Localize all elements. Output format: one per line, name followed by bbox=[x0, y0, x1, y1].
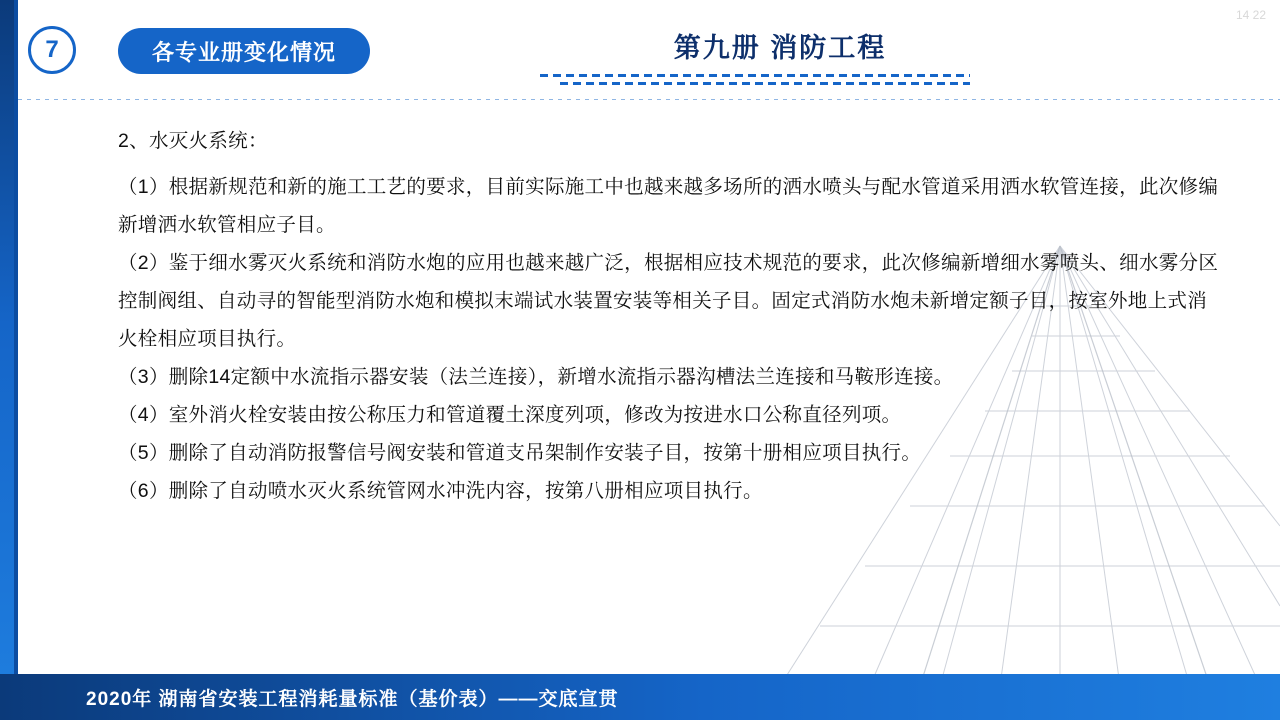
title-underline-bottom bbox=[560, 82, 970, 85]
content-paragraph-1: （1）根据新规范和新的施工工艺的要求，目前实际施工中也越来越多场所的洒水喷头与配水管道采用洒水软管连接，此次修编新增洒水软管相应子目。 bbox=[118, 176, 1219, 237]
slide-header bbox=[0, 0, 1280, 100]
content-heading: 2、水灭火系统： bbox=[118, 130, 268, 152]
content-paragraph-6: （6）删除了自动喷水灭火系统管网水冲洗内容，按第八册相应项目执行。 bbox=[118, 480, 763, 503]
page-title: 第九册 消防工程 bbox=[673, 33, 887, 63]
title-underline-top bbox=[540, 74, 970, 77]
section-label-pill: 各专业册变化情况 bbox=[118, 28, 370, 74]
content-paragraph-2: （2）鉴于细水雾灭火系统和消防水炮的应用也越来越广泛，根据相应技术规范的要求，此次修编新增细水雾喷头、细水雾分区控制阀组、自动寻的智能型消防水炮和模拟末端试水装置安装等相关子目。固定式消防水炮未新增定额子目，按室外地上式消火栓相应项目执行。 bbox=[118, 252, 1219, 351]
content-paragraph-3: （3）删除14定额中水流指示器安装（法兰连接），新增水流指示器沟槽法兰连接和马鞍形连接。 bbox=[118, 366, 954, 389]
slide-number: 14 22 bbox=[1235, 8, 1266, 22]
header-separator bbox=[18, 99, 1280, 100]
section-number-badge: 7 bbox=[28, 26, 76, 74]
slide-content bbox=[18, 108, 1262, 678]
slide-footer bbox=[0, 674, 1280, 720]
footer-text: 2020年 湖南省安装工程消耗量标准（基价表）——交底宣贯 bbox=[86, 688, 619, 710]
content-paragraph-4: （4）室外消火栓安装由按公称压力和管道覆土深度列项，修改为按进水口公称直径列项。 bbox=[118, 404, 902, 427]
content-paragraph-5: （5）删除了自动消防报警信号阀安装和管道支吊架制作安装子目，按第十册相应项目执行。 bbox=[118, 442, 922, 465]
left-accent-bar bbox=[0, 0, 14, 720]
